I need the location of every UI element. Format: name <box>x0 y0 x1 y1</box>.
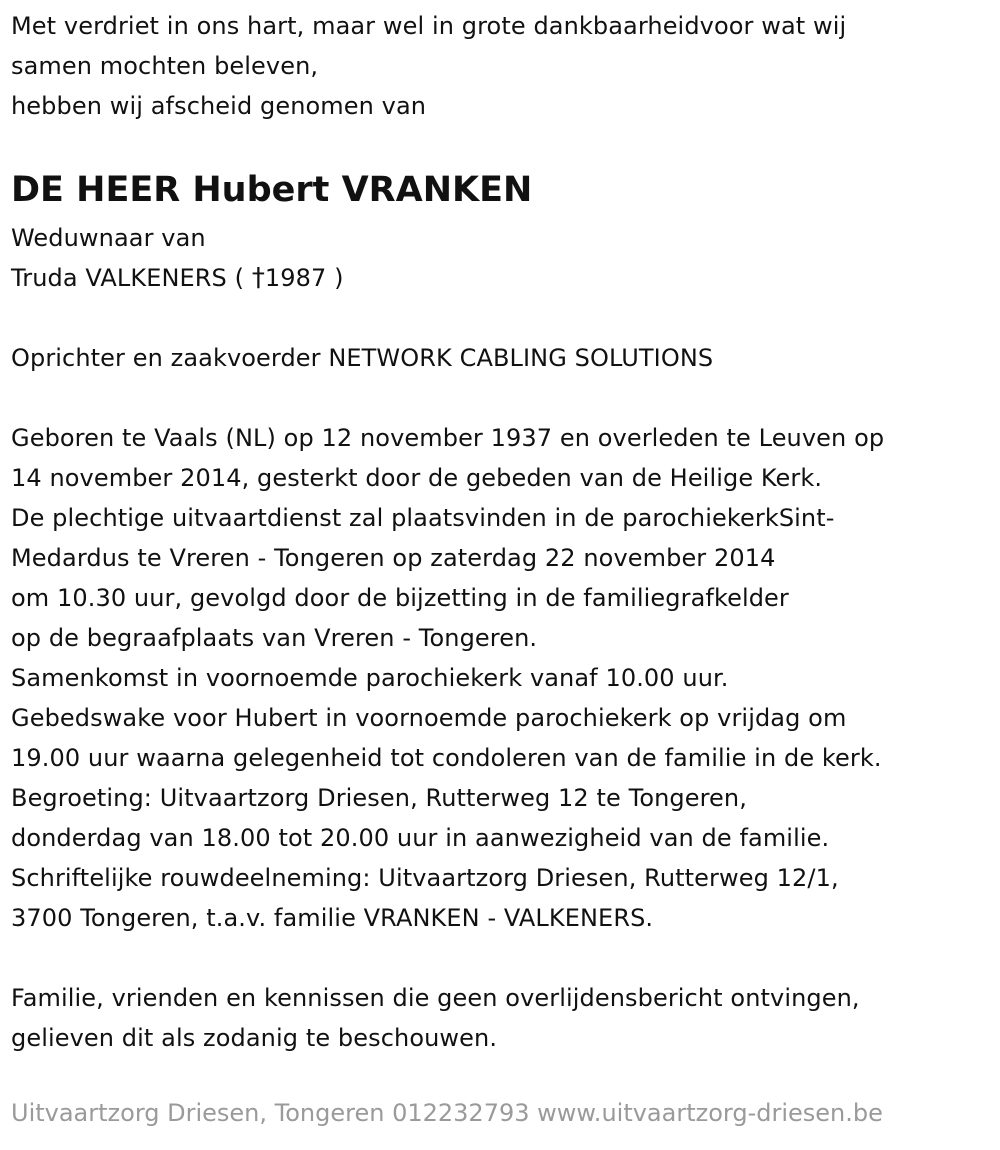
details-line: 3700 Tongeren, t.a.v. familie VRANKEN - VALKENERS. <box>11 904 654 932</box>
spacer <box>11 126 1000 166</box>
details-line: op de begraafplaats van Vreren - Tongeren. <box>11 624 538 652</box>
spouse-death-year: 1987 ) <box>264 264 344 292</box>
details-line: Begroeting: Uitvaartzorg Driesen, Rutterweg 12 te Tongeren, <box>11 784 747 812</box>
intro-line-2: samen mochten beleven, <box>11 52 319 80</box>
cross-icon: † <box>251 263 265 293</box>
details-line: Gebedswake voor Hubert in voornoemde parochiekerk op vrijdag om <box>11 704 847 732</box>
closing-text <box>11 978 1000 1058</box>
details-line: Geboren te Vaals (NL) op 12 november 1937 en overleden te Leuven op <box>11 424 885 452</box>
details-line: 14 november 2014, gesterkt door de gebeden van de Heilige Kerk. <box>11 464 823 492</box>
spacer <box>11 378 1000 418</box>
funeral-home-footer: Uitvaartzorg Driesen, Tongeren 012232793 www.uitvaartzorg-driesen.be <box>11 1099 883 1127</box>
spacer <box>11 298 1000 338</box>
details-line: De plechtige uitvaartdienst zal plaatsvinden in de parochiekerkSint- <box>11 504 835 532</box>
spacer <box>11 938 1000 978</box>
spouse-line <box>11 258 1000 298</box>
intro-line-1: Met verdriet in ons hart, maar wel in grote dankbaarheidvoor wat wij <box>11 12 847 40</box>
details-line: Schriftelijke rouwdeelneming: Uitvaartzorg Driesen, Rutterweg 12/1, <box>11 864 839 892</box>
closing-line-2: gelieven dit als zodanig te beschouwen. <box>11 1024 498 1052</box>
deceased-name: DE HEER Hubert VRANKEN <box>11 170 533 210</box>
details-line: Samenkomst in voornoemde parochiekerk vanaf 10.00 uur. <box>11 664 729 692</box>
relation-text: Weduwnaar van <box>11 224 206 252</box>
details-line: 19.00 uur waarna gelegenheid tot condoleren van de familie in de kerk. <box>11 744 882 772</box>
closing-line-1: Familie, vrienden en kennissen die geen overlijdensbericht ontvingen, <box>11 984 860 1012</box>
details-line: om 10.30 uur, gevolgd door de bijzetting in de familiegrafkelder <box>11 584 789 612</box>
occupation-text: Oprichter en zaakvoerder NETWORK CABLING SOLUTIONS <box>11 344 714 372</box>
intro-text <box>11 6 1000 126</box>
spouse-name: Truda VALKENERS ( <box>11 264 245 292</box>
intro-line-3: hebben wij afscheid genomen van <box>11 92 427 120</box>
details-line: Medardus te Vreren - Tongeren op zaterdag 22 november 2014 <box>11 544 776 572</box>
details-text <box>11 418 1000 938</box>
details-line: donderdag van 18.00 tot 20.00 uur in aanwezigheid van de familie. <box>11 824 830 852</box>
